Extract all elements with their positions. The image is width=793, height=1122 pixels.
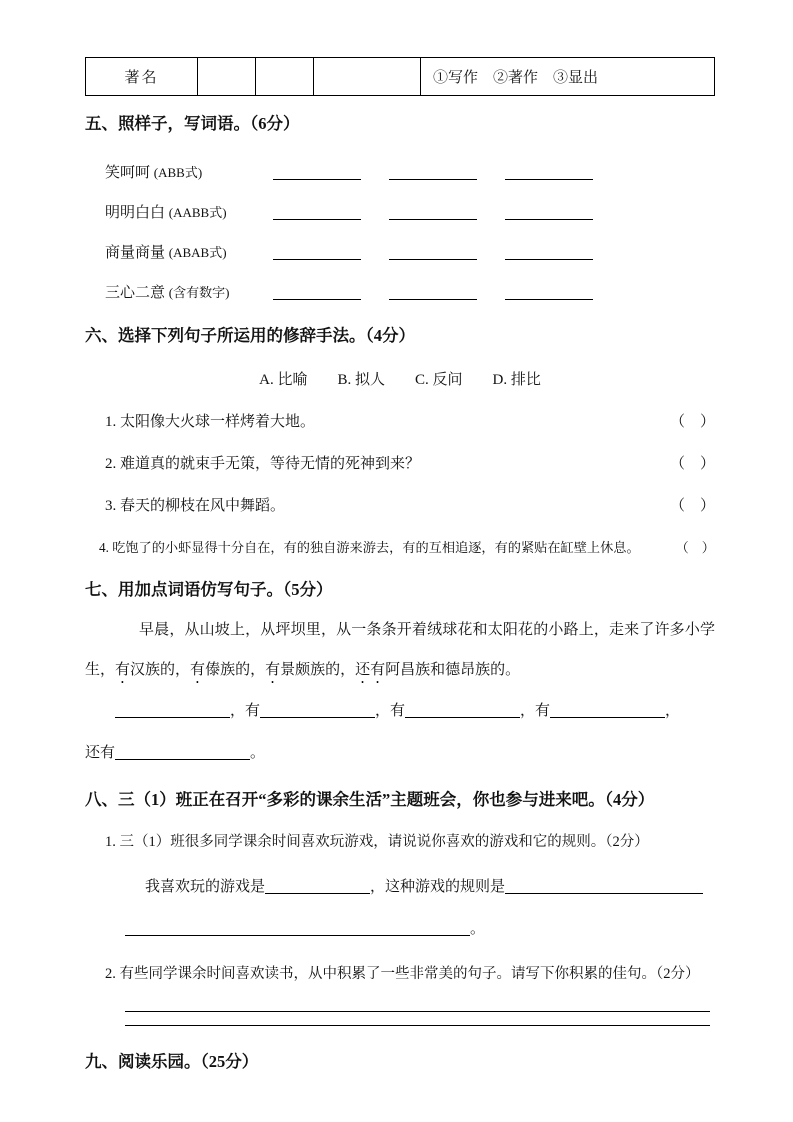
pattern-label — [105, 240, 273, 266]
sentence-item — [99, 536, 715, 560]
pattern-hint: (ABB式) — [153, 165, 203, 180]
pattern-example: 明明白白 — [105, 205, 166, 221]
answer-blank[interactable] — [115, 745, 250, 760]
game-fill-line-2 — [125, 914, 715, 944]
answer-bracket[interactable]: （ ） — [669, 414, 715, 430]
rhetoric-option-d: D. 排比 — [492, 372, 541, 388]
sentence-text: 2. 难道真的就束手无策，等待无情的死神到来？ — [105, 456, 421, 472]
word-pattern-row — [105, 200, 715, 226]
table-blank-cell[interactable] — [314, 58, 421, 96]
sentence-text: 4. 吃饱了的小虾显得十分自在，有的独自游来游去，有的互相追逐，有的紧贴在缸壁上休息。 — [99, 540, 640, 555]
pattern-label — [105, 160, 273, 186]
answer-blank[interactable] — [265, 879, 370, 894]
fill-prefix-text: 我喜欢玩的游戏是 — [145, 879, 266, 895]
sentence-item — [105, 452, 715, 476]
answer-blank[interactable] — [505, 245, 593, 260]
dotted-word: 有 — [265, 662, 281, 678]
question-text: 2. 有些同学课余时间喜欢读书，从中积累了一些非常美的句子。请写下你积累的佳句。（2分） — [105, 966, 700, 982]
answer-blank[interactable] — [505, 879, 703, 894]
section-6-title: 六、选择下列句子所运用的修辞手法。（4分） — [85, 326, 415, 345]
table-options-cell: ①写作 ②著作 ③显出 — [421, 58, 715, 96]
paragraph-text: 景颇族的， — [280, 662, 356, 678]
pattern-example: 商量商量 — [105, 245, 166, 261]
paragraph-text: 汉族的， — [130, 662, 191, 678]
answer-bracket[interactable]: （ ） — [669, 456, 715, 472]
table-blank-cell[interactable] — [256, 58, 314, 96]
answer-blank[interactable] — [273, 205, 361, 220]
answer-line[interactable] — [125, 1010, 710, 1012]
paragraph-text: 阿昌族和德昂族的。 — [385, 662, 521, 678]
pattern-label — [105, 200, 273, 226]
imitation-answer-line — [115, 694, 715, 728]
rhetoric-option-a: A. 比喻 — [259, 372, 308, 388]
sentence-text: 1. 太阳像大火球一样烤着大地。 — [105, 414, 316, 430]
sentence-text: 3. 春天的柳枝在风中舞蹈。 — [105, 498, 286, 514]
section-7-title: 七、用加点词语仿写句子。（5分） — [85, 580, 333, 599]
sentence-item — [105, 410, 715, 434]
section-9-title: 九、阅读乐园。（25分） — [85, 1052, 259, 1071]
connector-text: ，有 — [375, 703, 406, 719]
answer-blank[interactable] — [273, 285, 361, 300]
pattern-label — [105, 280, 273, 306]
answer-blank[interactable] — [125, 921, 470, 936]
pattern-hint: (含有数字) — [168, 285, 230, 300]
table-blank-cell[interactable] — [198, 58, 256, 96]
pattern-example: 三心二意 — [105, 285, 166, 301]
rhetoric-options — [85, 368, 715, 392]
answer-blank[interactable] — [505, 205, 593, 220]
answer-blank[interactable] — [389, 165, 477, 180]
period-text: 。 — [470, 921, 486, 937]
answer-blank[interactable] — [389, 245, 477, 260]
answer-blank[interactable] — [550, 703, 665, 718]
dotted-word: 还有 — [355, 662, 386, 678]
word-pattern-row — [105, 160, 715, 186]
rhetoric-option-c: C. 反问 — [415, 372, 463, 388]
connector-text: ，有 — [520, 703, 551, 719]
word-pattern-row — [105, 240, 715, 266]
answer-bracket[interactable]: （ ） — [669, 498, 715, 514]
pattern-hint: (ABAB式) — [168, 245, 227, 260]
question-text: 1. 三（1）班很多同学课余时间喜欢玩游戏，请说说你喜欢的游戏和它的规则。（2分） — [105, 834, 649, 850]
example-paragraph — [85, 610, 715, 690]
comma-text: ， — [665, 703, 681, 719]
game-fill-line — [145, 872, 715, 902]
dotted-word: 有 — [190, 662, 206, 678]
pattern-hint: (AABB式) — [168, 205, 227, 220]
word-choice-table — [85, 57, 715, 96]
period-text: 。 — [250, 745, 266, 761]
sentence-item — [105, 494, 715, 518]
answer-blank[interactable] — [260, 703, 375, 718]
answer-blank[interactable] — [505, 165, 593, 180]
paragraph-text: 早晨，从山坡上，从坪坝里，从一条条开着绒球花和太阳花的小路上，走来了许多小学生， — [85, 622, 715, 678]
fill-mid-text: ，这种游戏的规则是 — [370, 879, 506, 895]
paragraph-text: 傣族的， — [205, 662, 266, 678]
dotted-word: 有 — [115, 662, 131, 678]
table-row — [86, 58, 715, 96]
answer-bracket[interactable]: （ ） — [675, 540, 715, 555]
answer-blank[interactable] — [389, 285, 477, 300]
imitation-answer-line-2 — [85, 736, 715, 770]
section-8-title: 八、三（1）班正在召开“多彩的课余生活”主题班会，你也参与进来吧。（4分） — [85, 790, 655, 809]
answer-blank[interactable] — [273, 165, 361, 180]
answer-blank[interactable] — [389, 205, 477, 220]
table-word-cell: 著名 — [86, 58, 198, 96]
answer-blank[interactable] — [273, 245, 361, 260]
word-pattern-row — [105, 280, 715, 306]
connector-text: ，有 — [230, 703, 261, 719]
pattern-example: 笑呵呵 — [105, 165, 151, 181]
rhetoric-option-b: B. 拟人 — [337, 372, 385, 388]
answer-blank[interactable] — [115, 703, 230, 718]
answer-blank[interactable] — [405, 703, 520, 718]
section-5-title: 五、照样子，写词语。（6分） — [85, 114, 300, 133]
answer-line[interactable] — [125, 1024, 710, 1026]
last-prefix-text: 还有 — [85, 745, 116, 761]
answer-blank[interactable] — [505, 285, 593, 300]
